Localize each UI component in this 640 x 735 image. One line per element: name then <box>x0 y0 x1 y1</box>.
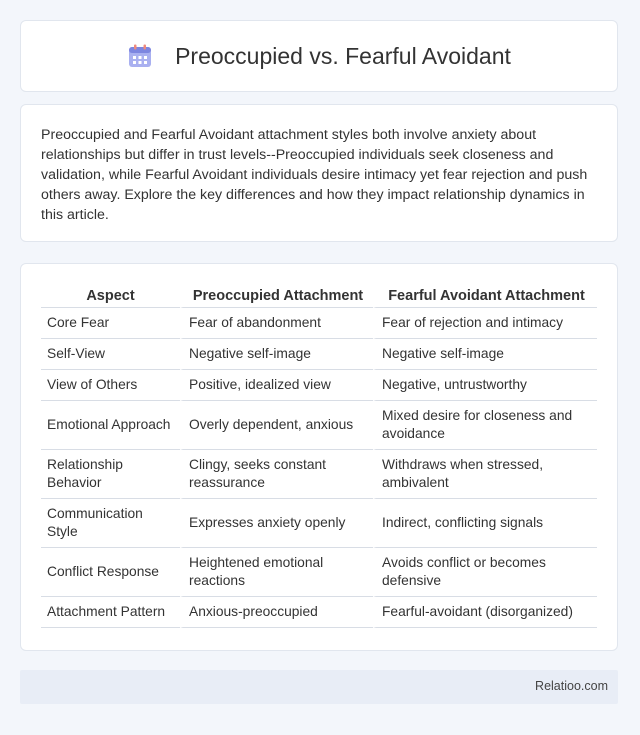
intro-text: Preoccupied and Fearful Avoidant attachment styles both involve anxiety about relationships but differ in trust levels--Preoccupied individuals seek closeness and validation, while Fearful Avoidant individuals desire intimacy yet fear rejection and push others away. Explore the key differences and how they impact relationship dynamics in this article. <box>41 127 588 223</box>
intro-card <box>20 104 618 242</box>
table-cell: Indirect, conflicting signals <box>373 499 597 548</box>
table-row <box>41 339 597 370</box>
table-row <box>41 597 597 628</box>
column-header: Aspect <box>41 286 180 308</box>
table-cell: View of Others <box>41 370 180 401</box>
table-cell: Attachment Pattern <box>41 597 180 628</box>
table-cell: Fear of rejection and intimacy <box>373 308 597 339</box>
table-row <box>41 548 597 597</box>
footer-brand: Relatioo.com <box>535 679 608 693</box>
table-cell: Positive, idealized view <box>180 370 373 401</box>
table-cell: Withdraws when stressed, ambivalent <box>373 450 597 499</box>
table-cell: Clingy, seeks constant reassurance <box>180 450 373 499</box>
column-header: Fearful Avoidant Attachment <box>373 286 597 308</box>
table-row <box>41 401 597 450</box>
calendar-icon <box>127 43 153 69</box>
table-cell: Conflict Response <box>41 548 180 597</box>
table-cell: Fear of abandonment <box>180 308 373 339</box>
footer <box>20 670 618 704</box>
table-cell: Negative, untrustworthy <box>373 370 597 401</box>
table-cell: Heightened emotional reactions <box>180 548 373 597</box>
comparison-table <box>41 286 597 628</box>
table-cell: Relationship Behavior <box>41 450 180 499</box>
table-cell: Core Fear <box>41 308 180 339</box>
table-row <box>41 450 597 499</box>
page-title: Preoccupied vs. Fearful Avoidant <box>175 42 511 69</box>
table-cell: Self-View <box>41 339 180 370</box>
table-cell: Overly dependent, anxious <box>180 401 373 450</box>
table-cell: Expresses anxiety openly <box>180 499 373 548</box>
column-header: Preoccupied Attachment <box>180 286 373 308</box>
table-card <box>20 263 618 651</box>
table-cell: Avoids conflict or becomes defensive <box>373 548 597 597</box>
table-cell: Negative self-image <box>180 339 373 370</box>
table-row <box>41 370 597 401</box>
table-cell: Anxious-preoccupied <box>180 597 373 628</box>
title-card <box>20 20 618 92</box>
table-header-row <box>41 286 597 308</box>
table-cell: Emotional Approach <box>41 401 180 450</box>
table-row <box>41 499 597 548</box>
table-cell: Communication Style <box>41 499 180 548</box>
table-cell: Mixed desire for closeness and avoidance <box>373 401 597 450</box>
table-cell: Fearful-avoidant (disorganized) <box>373 597 597 628</box>
table-cell: Negative self-image <box>373 339 597 370</box>
table-row <box>41 308 597 339</box>
